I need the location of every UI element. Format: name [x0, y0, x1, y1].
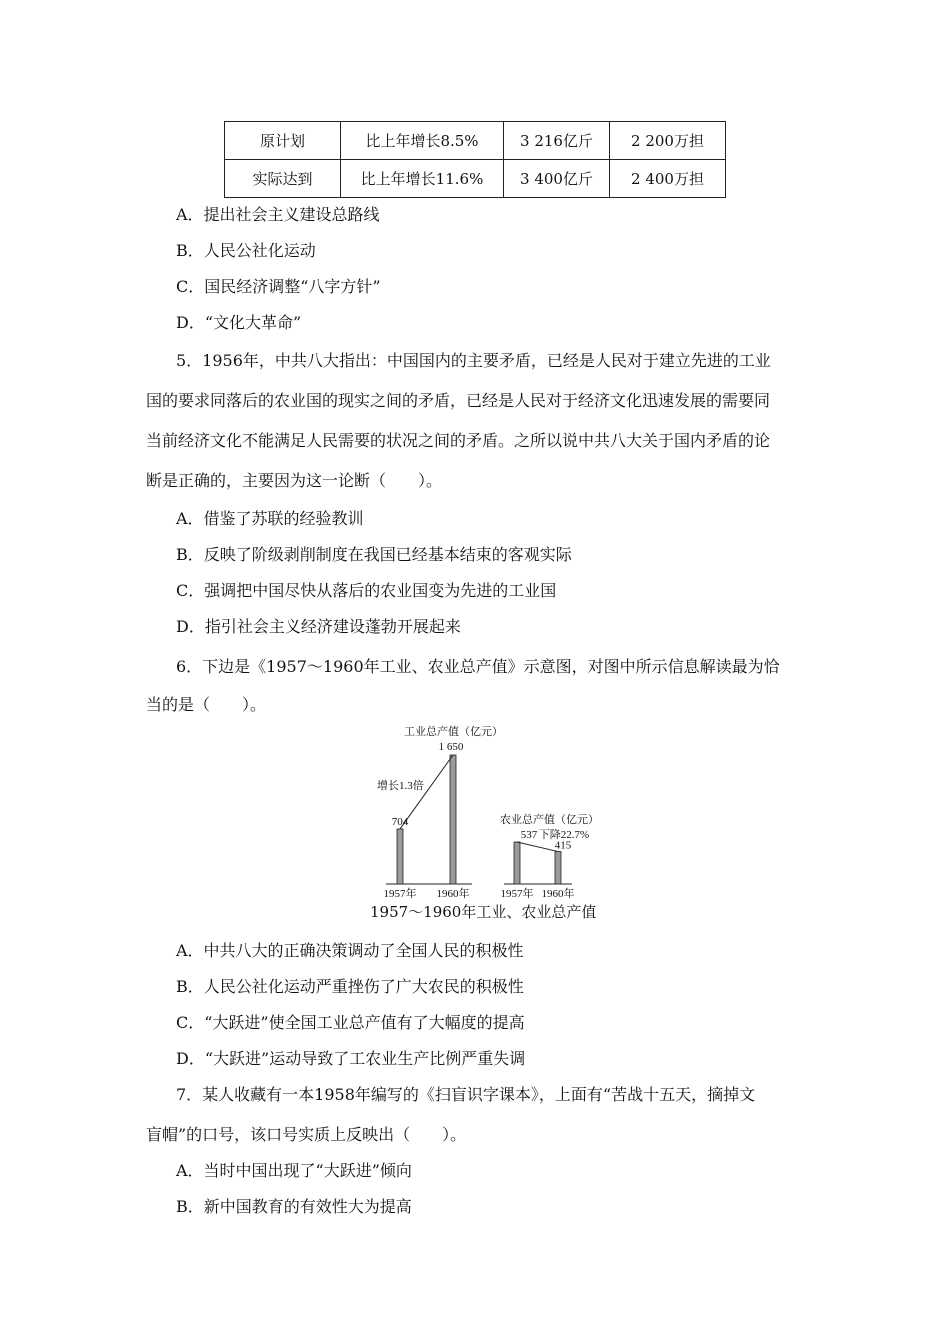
q5-stem-line: 当前经济文化不能满足人民需要的状况之间的矛盾。之所以说中共八大关于国内矛盾的论 — [146, 431, 771, 450]
data-label: 1 650 — [438, 741, 464, 753]
q6-option-d: D．“大跃进”运动导致了工农业生产比例严重失调 — [176, 1049, 526, 1068]
q5-stem-line: 断是正确的，主要因为这一论断（ ）。 — [146, 471, 443, 490]
q5-option-d: D．指引社会主义经济建设蓬勃开展起来 — [176, 617, 461, 636]
q7-option-b: B．新中国教育的有效性大为提高 — [176, 1197, 412, 1216]
q4-option-a: A．提出社会主义建设总路线 — [176, 205, 380, 224]
table-cell: 2 400万担 — [610, 160, 726, 198]
bar — [555, 852, 561, 884]
data-label: 704 — [391, 815, 409, 828]
data-label: 537 — [520, 829, 538, 842]
table-cell: 2 200万担 — [610, 122, 726, 160]
panel-title: 农业总产值（亿元） — [500, 814, 599, 826]
output-value-figure — [360, 718, 620, 928]
x-tick-label: 1957年 — [383, 888, 417, 900]
table-cell: 实际达到 — [225, 160, 341, 198]
q6-option-a: A．中共八大的正确决策调动了全国人民的积极性 — [176, 941, 524, 960]
output-table — [224, 121, 726, 198]
q4-option-d: D．“文化大革命” — [176, 313, 302, 332]
q5-option-a: A．借鉴了苏联的经验教训 — [176, 509, 364, 528]
trend-connector — [517, 842, 558, 852]
panel-title: 工业总产值（亿元） — [404, 726, 503, 738]
bar — [450, 755, 456, 884]
q5-stem-line: 5．1956年，中共八大指出：中国国内的主要矛盾，已经是人民对于建立先进的工业 — [176, 351, 771, 370]
x-tick-label: 1957年 — [500, 888, 534, 900]
q6-stem-line: 6．下边是《1957～1960年工业、农业总产值》示意图，对图中所示信息解读最为恰 — [176, 657, 780, 676]
bar — [514, 842, 520, 884]
table-row — [225, 122, 726, 160]
q7-stem-line: 盲帽”的口号，该口号实质上反映出（ ）。 — [146, 1125, 467, 1144]
table-cell: 比上年增长11.6% — [341, 160, 504, 198]
output-value-chart — [360, 718, 620, 908]
q4-option-b: B．人民公社化运动 — [176, 241, 316, 260]
bar — [397, 829, 403, 884]
q5-stem-line: 国的要求同落后的农业国的现实之间的矛盾，已经是人民对于经济文化迅速发展的需要同 — [146, 391, 771, 410]
q6-stem-line: 当的是（ ）。 — [146, 695, 267, 714]
table-row — [225, 160, 726, 198]
q6-option-b: B．人民公社化运动严重挫伤了广大农民的积极性 — [176, 977, 524, 996]
x-tick-label: 1960年 — [436, 888, 470, 900]
table-cell: 3 400亿斤 — [504, 160, 610, 198]
q7-stem-line: 7．某人收藏有一本1958年编写的《扫盲识字课本》，上面有“苦战十五天，摘掉文 — [176, 1085, 756, 1104]
table-cell: 3 216亿斤 — [504, 122, 610, 160]
table-cell: 比上年增长8.5% — [341, 122, 504, 160]
data-label: 415 — [554, 839, 572, 852]
q7-option-a: A．当时中国出现了“大跃进”倾向 — [176, 1161, 412, 1180]
x-tick-label: 1960年 — [541, 888, 575, 900]
q5-option-b: B．反映了阶级剥削制度在我国已经基本结束的客观实际 — [176, 545, 572, 564]
q4-option-c: C．国民经济调整“八字方针” — [176, 277, 381, 296]
growth-annotation: 增长1.3倍 — [377, 780, 424, 792]
table-cell: 原计划 — [225, 122, 341, 160]
q6-option-c: C．“大跃进”使全国工业总产值有了大幅度的提高 — [176, 1013, 525, 1032]
q5-option-c: C．强调把中国尽快从落后的农业国变为先进的工业国 — [176, 581, 557, 600]
decline-annotation: 下降22.7% — [538, 829, 590, 842]
figure-caption: 1957～1960年工业、农业总产值 — [370, 903, 597, 921]
